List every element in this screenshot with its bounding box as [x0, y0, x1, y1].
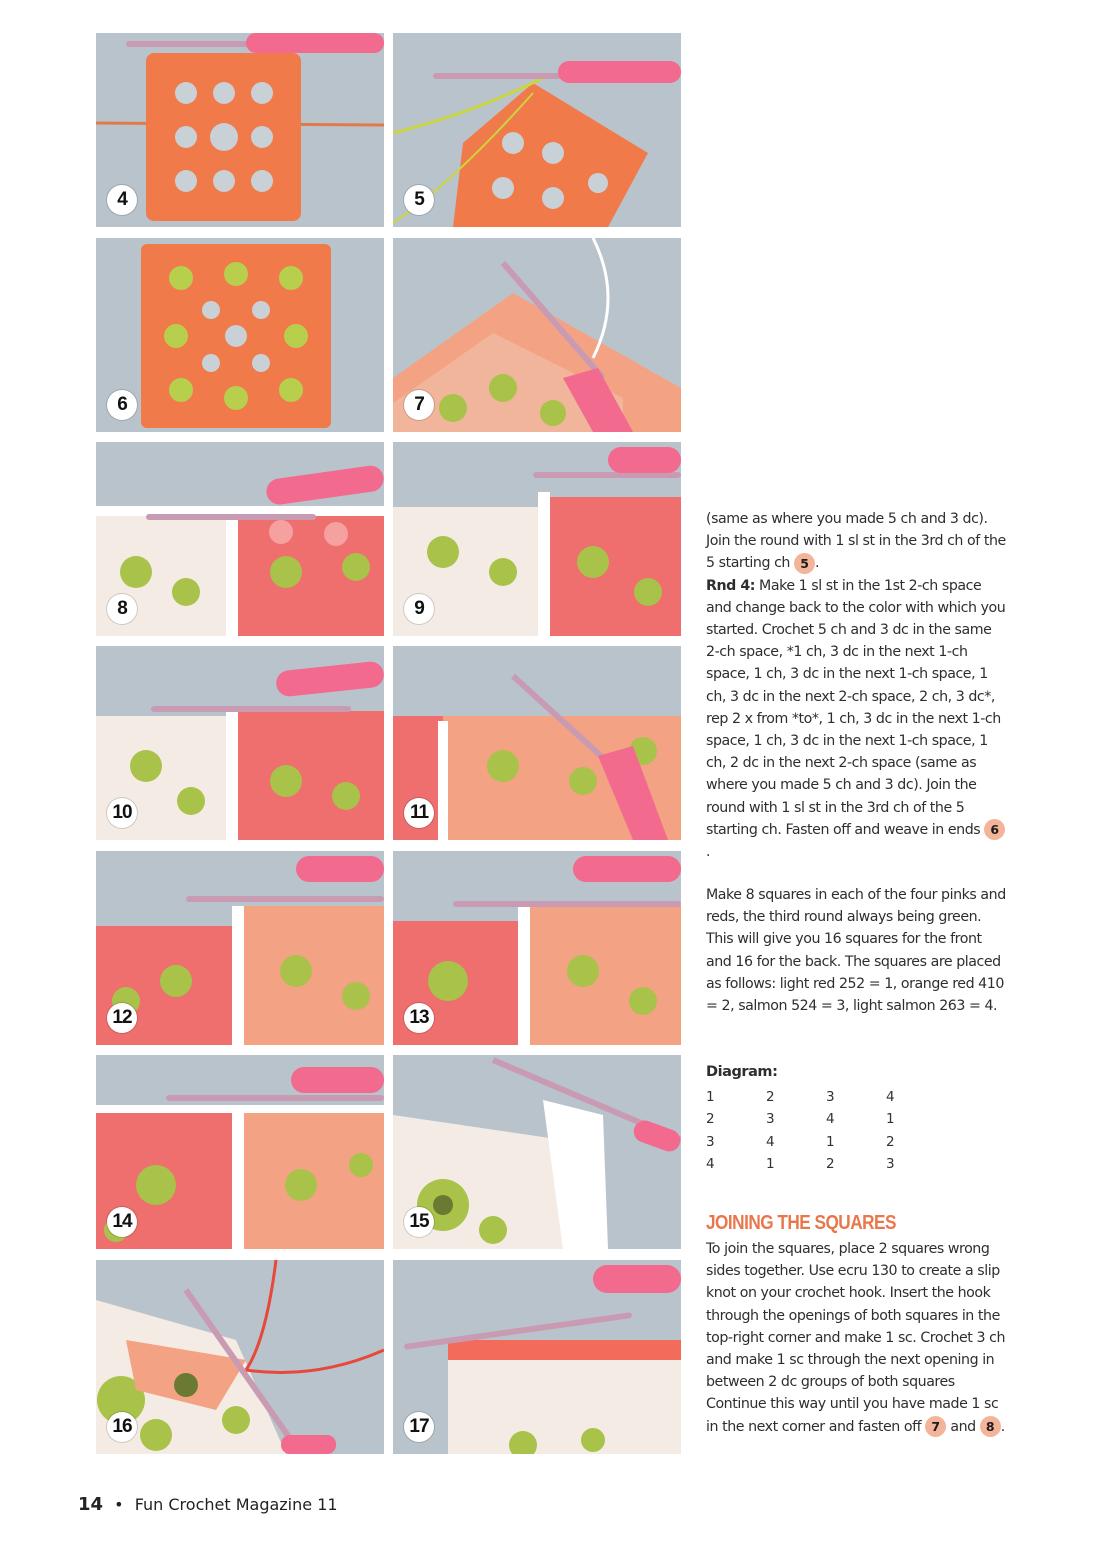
diagram-cell: 2: [886, 1133, 895, 1150]
paragraph-joining: [706, 1238, 1006, 1438]
diagram-row: [706, 1131, 946, 1153]
diagram-cell: 1: [706, 1089, 715, 1105]
text: .: [1000, 1418, 1005, 1435]
photo-step-13: [393, 851, 681, 1045]
diagram-cell: 2: [766, 1089, 775, 1105]
step-badge: 8: [107, 594, 137, 624]
diagram-cell: 4: [886, 1089, 895, 1105]
photo-step-12: [96, 851, 384, 1045]
diagram-cell: 3: [886, 1155, 895, 1172]
photo-step-4: [96, 33, 384, 227]
text: (same as where you made 5 ch and 3 dc). Join the round with 1 sl st in the 3rd ch of the 5 starting ch: [706, 511, 1006, 572]
photo-image: [96, 33, 384, 227]
text: To join the squares, place 2 squares wrong sides together. Use ecru 130 to create a slip knot on your crochet hook. Insert the hook through the openings of both squares in the top-right corner and make 1 sc. Crochet 3 ch and make 1 sc through the next opening in between 2 dc groups of both squares Continue this way until you have made 1 sc in the next corner and fasten off: [706, 1241, 1005, 1435]
step-badge: 11: [404, 798, 434, 828]
joining-paragraph: [706, 1238, 1006, 1438]
round-label: Rnd 4:: [706, 577, 755, 594]
paragraph-round-4: [706, 575, 1006, 864]
diagram-cell: 3: [826, 1089, 835, 1105]
photo-step-11: [393, 646, 681, 840]
step-badge: 12: [107, 1003, 137, 1033]
photo-step-7: [393, 238, 681, 432]
photo-step-9: [393, 442, 681, 636]
photo-image: [393, 1055, 681, 1249]
photo-image: [96, 646, 384, 840]
text: and: [946, 1418, 980, 1435]
text: .: [815, 555, 820, 572]
photo-image: [96, 1055, 384, 1249]
diagram-cell: 1: [766, 1155, 775, 1172]
photo-step-8: [96, 442, 384, 636]
photo-step-6: [96, 238, 384, 432]
photo-step-15: [393, 1055, 681, 1249]
section-heading-joining: JOINING THE SQUARES: [706, 1212, 896, 1234]
photo-step-17: [393, 1260, 681, 1454]
magazine-title: Fun Crochet Magazine 11: [134, 1495, 338, 1514]
page-footer: [78, 1494, 338, 1515]
paragraph-squares: [706, 884, 1006, 1017]
diagram-cell: 1: [886, 1111, 895, 1128]
step-badge: 5: [404, 185, 434, 215]
photo-image: [393, 33, 681, 227]
photo-ref-badge: 5: [794, 553, 815, 574]
step-badge: 4: [107, 185, 137, 215]
text: Make 1 sl st in the 1st 2-ch space and change back to the color with which you started. Crochet 5 ch and 3 dc in the same 2-ch space, *1 ch, 3 dc in the next 1-ch space, 1 ch, 3 dc in the next 1-ch space, 1 ch, 3 dc in the next 2-ch space, 2 ch, 3 dc*, rep 2 x from *to*, 1 ch, 3 dc in the next 1-ch space, 1 ch, 3 dc in the next 1-ch space, 1 ch, 2 dc in the next 2-ch space (same as where you made 5 ch and 3 dc). Join the round with 1 sl st in the 3rd ch of the 5 starting ch. Fasten off and weave in ends: [706, 577, 1006, 838]
instructions-text: [706, 508, 1006, 863]
step-badge: 10: [107, 798, 137, 828]
photo-image: [96, 442, 384, 636]
photo-step-16: [96, 1260, 384, 1454]
diagram-row: [706, 1086, 946, 1108]
step-badge: 16: [107, 1412, 137, 1442]
step-badge: 14: [107, 1207, 137, 1237]
photo-ref-badge: 8: [980, 1416, 1001, 1437]
diagram-title: Diagram:: [706, 1064, 778, 1080]
text: .: [706, 844, 711, 861]
diagram-cell: 4: [706, 1155, 715, 1172]
diagram-cell: 2: [706, 1111, 715, 1128]
diagram-cell: 3: [766, 1111, 775, 1128]
diagram-row: [706, 1108, 946, 1130]
photo-image: [96, 851, 384, 1045]
step-badge: 15: [404, 1207, 434, 1237]
photo-ref-badge: 6: [984, 819, 1005, 840]
text: Make 8 squares in each of the four pinks and reds, the third round always being green. This will give you 16 squares for the front and 16 for the back. The squares are placed as follows: light red 252 = 1, orange red 410 = 2, salmon 524 = 3, light salmon 263 = 4.: [706, 887, 1006, 1015]
photo-step-14: [96, 1055, 384, 1249]
photo-image: [393, 238, 681, 432]
paragraph-round-continued: [706, 508, 1006, 575]
photo-image: [96, 1260, 384, 1454]
diagram-cell: 2: [826, 1155, 835, 1172]
diagram-cell: 1: [826, 1133, 835, 1150]
step-badge: 7: [404, 390, 434, 420]
photo-image: [393, 851, 681, 1045]
step-badge: 6: [107, 390, 137, 420]
page-number: 14: [78, 1494, 104, 1515]
step-badge: 13: [404, 1003, 434, 1033]
step-badge: 9: [404, 594, 434, 624]
diagram-cell: 4: [766, 1133, 775, 1150]
photo-step-10: [96, 646, 384, 840]
diagram-row: [706, 1153, 946, 1175]
photo-image: [393, 646, 681, 840]
diagram-grid: [706, 1086, 946, 1175]
step-badge: 17: [404, 1412, 434, 1442]
photo-step-5: [393, 33, 681, 227]
photo-image: [96, 238, 384, 432]
footer-bullet: •: [114, 1495, 124, 1514]
photo-ref-badge: 7: [925, 1416, 946, 1437]
diagram-cell: 4: [826, 1111, 835, 1128]
diagram-cell: 3: [706, 1133, 715, 1150]
photo-image: [393, 442, 681, 636]
photo-image: [393, 1260, 681, 1454]
